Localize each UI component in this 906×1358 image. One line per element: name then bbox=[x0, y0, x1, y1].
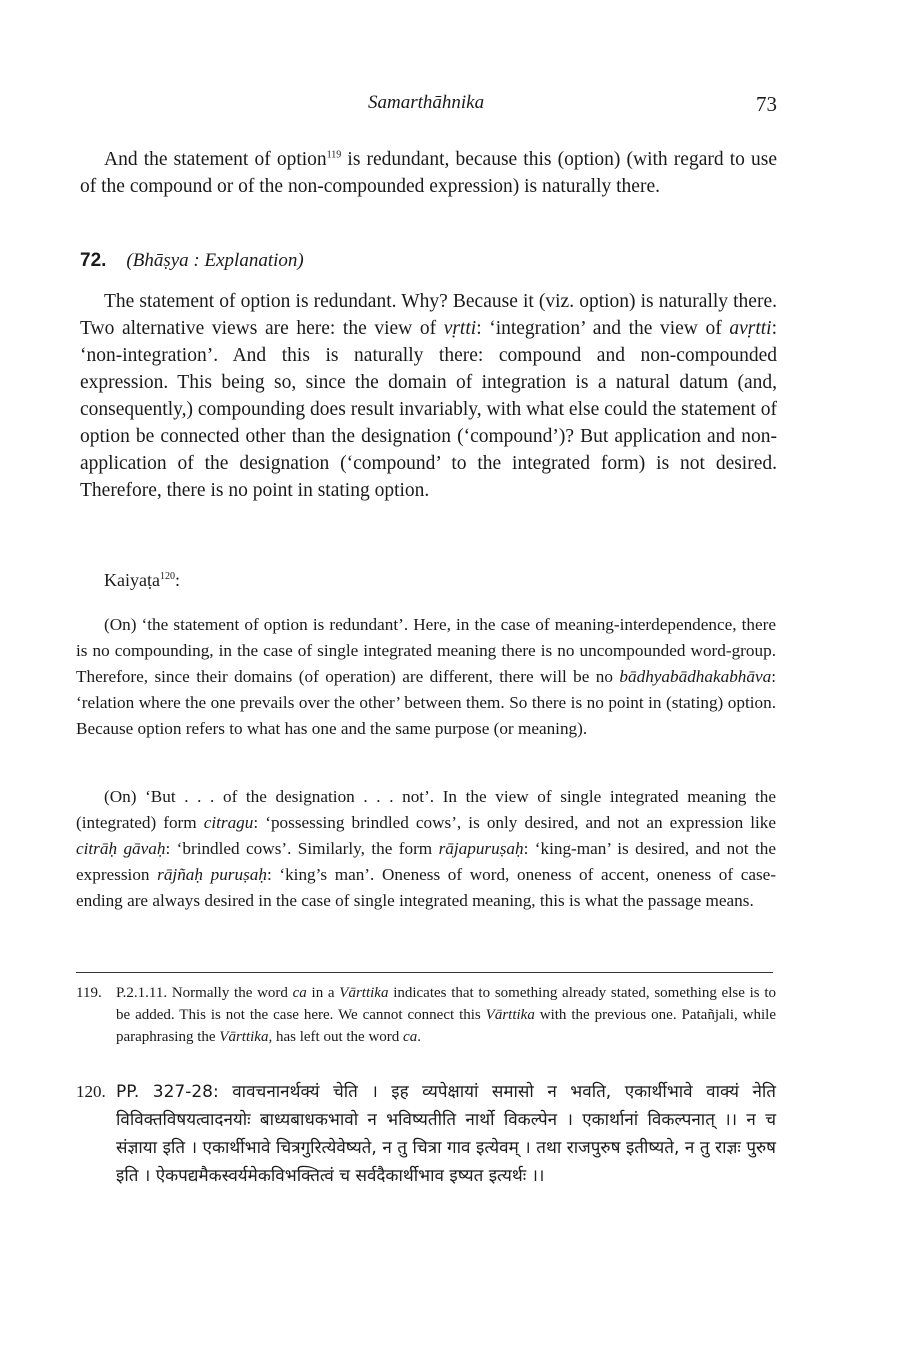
footnote-ref-120: 120 bbox=[159, 571, 175, 582]
p2-c: : ‘non-integration’. And this is naturally there: compound and non-compounded expression. This being so, since the domain of integration is a natural datum (and, consequently,) compounding does result invariably, with what else could the statement of option be connected other than the designation (‘compound’)? But application and non-application of the designation (‘compound’ to the integrated form) is not desired. Therefore, there is no point in stating option. bbox=[80, 318, 777, 501]
p4-a: (On) ‘But . . . of the designation . . . not’. In the view of single integrated meaning the (integrated) form bbox=[76, 787, 776, 832]
fn119-e: has left out the word bbox=[272, 1029, 404, 1045]
term-vrtti: vṛtti bbox=[443, 318, 477, 339]
fn119-vart3: Vārttika, bbox=[219, 1029, 273, 1045]
term-avrtti: avṛtti bbox=[729, 318, 772, 339]
term-badhyabadhakabhava: bādhyabādhakabhāva bbox=[619, 667, 772, 686]
footnote-120-number: 120. bbox=[76, 1082, 106, 1101]
fn120-ref: PP. 327-28: bbox=[116, 1082, 219, 1102]
fn119-ca2: ca bbox=[403, 1029, 418, 1045]
p4-c: : ‘brindled cows’. Similarly, the form bbox=[165, 839, 439, 858]
fn119-ca1: ca bbox=[292, 985, 307, 1001]
section-title: (Bhāṣya : Explanation) bbox=[126, 250, 304, 271]
term-rajapurusah: rājapuruṣaḥ bbox=[438, 839, 524, 858]
section-number: 72. bbox=[80, 250, 107, 271]
term-rajnah-purusah: rājñaḥ puruṣaḥ bbox=[157, 865, 267, 884]
p4-b: : ‘possessing brindled cows’, is only desired, and not an expression like bbox=[253, 813, 777, 832]
fn119-d: with the previous one. Patañjali, while paraphrasing the bbox=[116, 1007, 776, 1045]
running-title: Samarthāhnika bbox=[368, 92, 485, 113]
fn119-f: . bbox=[417, 1029, 421, 1045]
fn119-vart1: Vārttika bbox=[339, 985, 389, 1001]
footnote-119-number: 119. bbox=[76, 985, 102, 1001]
paragraph-3 bbox=[76, 612, 776, 742]
fn119-vart2: Vārttika bbox=[485, 1007, 535, 1023]
paragraph-4 bbox=[76, 784, 776, 914]
p1-text-rest: is redundant, because this (option) (with regard to use of the compound or of the non-compounded expression) is naturally there. bbox=[80, 149, 777, 197]
footnote-ref-119: 119 bbox=[326, 149, 342, 161]
fn119-c: indicates that to something already stated, something else is to be added. This is not the case here. We cannot connect this bbox=[116, 985, 776, 1023]
term-citrah-gavah: citrāḥ gāvaḥ bbox=[76, 839, 166, 858]
p4-e: : ‘king’s man’. Oneness of word, oneness of accent, oneness of case-ending are always desired in the case of single integrated meaning, this is what the passage means. bbox=[76, 865, 777, 910]
p2-b: : ‘integration’ and the view of bbox=[476, 318, 730, 339]
section-heading bbox=[80, 250, 304, 272]
fn120-sanskrit: वावचनानर्थक्यं चेति । इह व्यपेक्षायां समासो न भवति, एकार्थीभावे वाक्यं नेति विविक्तविषयत्वादनयोः बाध्यबाधकभावो न भविष्यतीति नार्थो विकल्पेन । एकार्थानां विकल्पनात् ।। न च संज्ञाया इति । एकार्थीभावे चित्रगुरित्येवेष्यते, न तु चित्रा गाव इत्येवम् । तथा राजपुरुष इतीष्यते, न तु राज्ञः पुरुष इति । ऐकपद्यमैकस्वर्यमेकविभक्तित्वं च सर्वदैकार्थीभाव इष्यत इत्यर्थः ।। bbox=[116, 1082, 776, 1186]
footnote-120-text bbox=[116, 1078, 776, 1190]
fn119-a: P.2.1.11. Normally the word bbox=[116, 985, 293, 1001]
p1-text: And the statement of option bbox=[104, 149, 327, 170]
p3-a: (On) ‘the statement of option is redundant’. Here, in the case of meaning-interdependence, there is no compounding, in the case of single integrated meaning there is no uncompounded word-group. Therefore, since their domains (of operation) are different, there will be no bbox=[76, 615, 776, 686]
p2-a: The statement of option is redundant. Why? Because it (viz. option) is naturally there. Two alternative views are here: the view of bbox=[80, 291, 777, 339]
p4-d: : ‘king-man’ is desired, and not the expression bbox=[76, 839, 776, 884]
kaiyata-name: Kaiyaṭa bbox=[104, 570, 160, 590]
fn119-b: in a bbox=[306, 985, 340, 1001]
paragraph-1 bbox=[80, 146, 777, 200]
kaiyata-label bbox=[104, 570, 180, 591]
term-citragu: citragu bbox=[203, 813, 254, 832]
page-header bbox=[80, 92, 777, 122]
footnote-119-text bbox=[116, 982, 776, 1048]
footnote-120 bbox=[76, 1078, 776, 1190]
page-number: 73 bbox=[756, 92, 777, 116]
kaiyata-colon: : bbox=[174, 570, 180, 590]
footnote-119 bbox=[76, 982, 776, 1048]
p3-b: : ‘relation where the one prevails over the other’ between them. So there is no point in (stating) option. Because option refers to what has one and the same purpose (or meaning). bbox=[76, 667, 776, 738]
paragraph-2 bbox=[80, 288, 777, 504]
footnote-divider bbox=[76, 972, 773, 973]
